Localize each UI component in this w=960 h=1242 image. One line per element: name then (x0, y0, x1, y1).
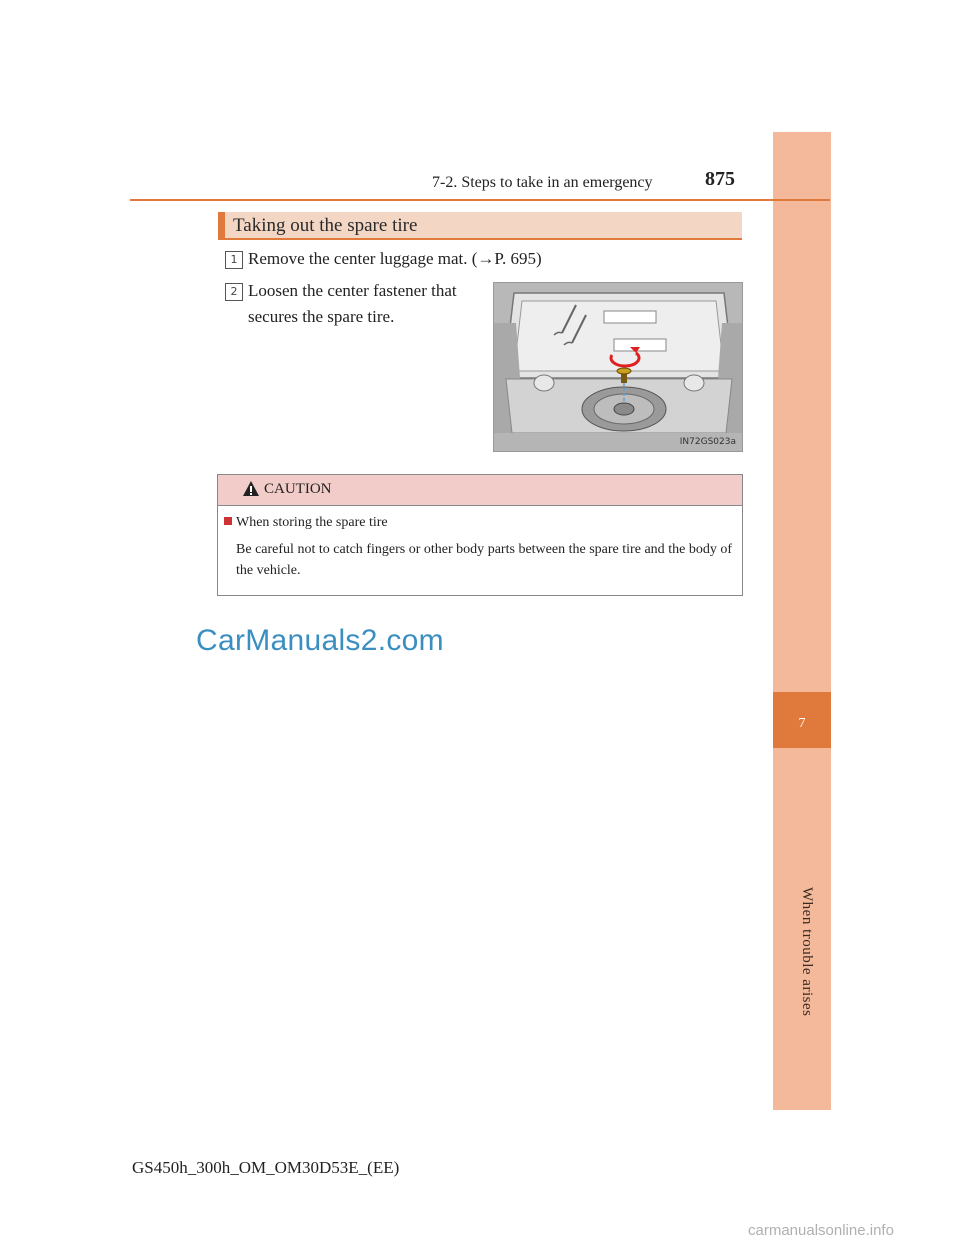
step-number-1: 1 (225, 251, 243, 269)
watermark-text: CarManuals2.com (196, 624, 444, 657)
bullet-square-icon (224, 517, 232, 525)
document-id: GS450h_300h_OM_OM30D53E_(EE) (132, 1158, 400, 1177)
page-number: 875 (705, 168, 735, 190)
caution-subheading: When storing the spare tire (236, 515, 388, 530)
caution-box (217, 474, 743, 596)
chapter-number: 7 (798, 716, 806, 731)
step-text-1: Remove the center luggage mat. (→P. 695) (248, 249, 542, 268)
trunk-spare-tire-illustration (493, 282, 743, 452)
figure-code: IN72GS023a (679, 437, 736, 447)
section-title-bar (218, 212, 742, 240)
trunk-illustration-graphic (494, 283, 743, 452)
section-heading: 7-2. Steps to take in an emergency (432, 174, 653, 191)
warning-triangle-icon (242, 480, 260, 497)
caution-header (218, 475, 742, 506)
site-watermark: carmanualsonline.info (748, 1222, 894, 1239)
step-number-2: 2 (225, 283, 243, 301)
section-title: Taking out the spare tire (233, 215, 418, 236)
caution-body: Be careful not to catch fingers or other body parts between the spare tire and the body of the vehicle. (236, 542, 732, 578)
caution-subheading-row (224, 515, 388, 531)
step-text-2-line1: Loosen the center fastener that (248, 281, 457, 300)
step-text-2-line2: secures the spare tire. (248, 307, 395, 326)
caution-title: CAUTION (264, 481, 332, 497)
header-divider (130, 199, 830, 201)
chapter-side-tab (773, 132, 831, 1110)
chapter-title: When trouble arises (799, 887, 815, 1017)
